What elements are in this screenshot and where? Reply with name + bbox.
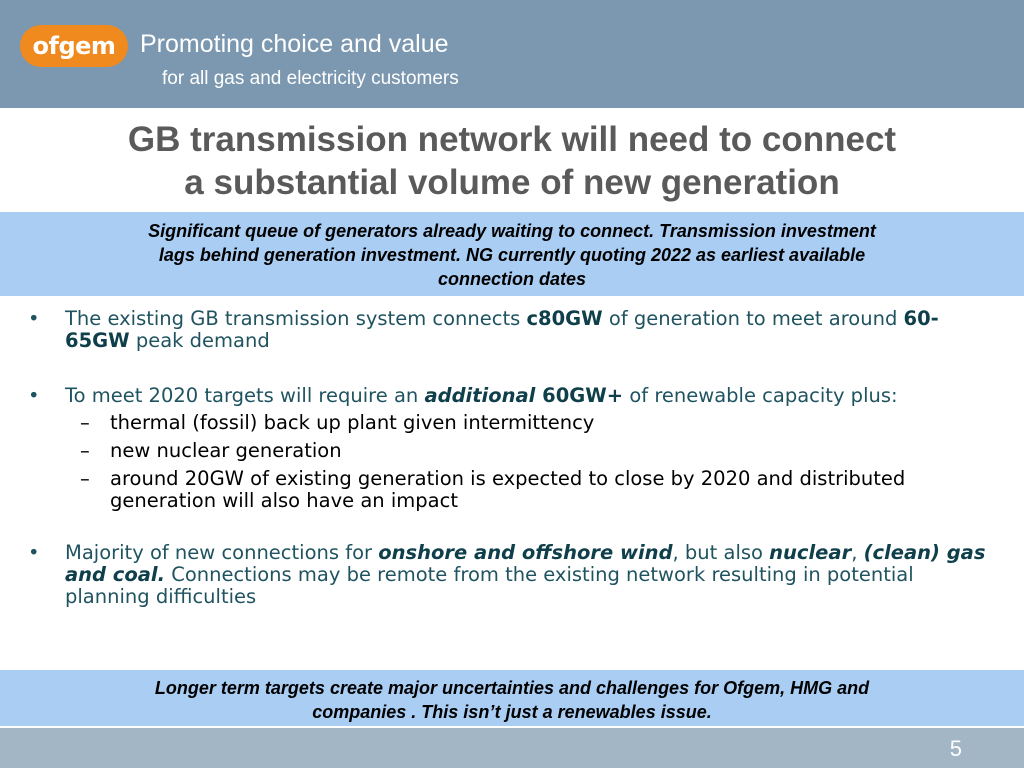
bullet-emphasis: additional <box>424 384 536 407</box>
bottom-callout-line1: Longer term targets create major uncertainties and challenges for Ofgem, HMG and <box>154 678 870 698</box>
bullet-emphasis: nuclear <box>769 541 852 564</box>
page-number: 5 <box>949 736 962 761</box>
top-callout <box>0 212 1024 296</box>
tagline-line1: Promoting choice and value <box>140 30 449 58</box>
bullet-marker: • <box>28 384 40 407</box>
top-callout-line2: lags behind generation investment. NG currently quoting 2022 as earliest available <box>158 245 866 265</box>
top-callout-line1: Significant queue of generators already waiting to connect. Transmission investment <box>148 221 876 241</box>
bullet-list <box>0 306 1024 608</box>
slide-title <box>0 118 1024 204</box>
bullet-text: To meet 2020 targets will require an <box>65 384 425 407</box>
bullet-item <box>0 542 1024 608</box>
bullet-text: , but also <box>672 541 770 564</box>
sub-bullet-text: thermal (fossil) back up plant given intermittency <box>110 411 595 434</box>
footer-bar <box>0 728 1024 768</box>
tagline-line2: for all gas and electricity customers <box>162 68 459 89</box>
top-callout-line3: connection dates <box>437 269 587 289</box>
sub-bullet-marker: – <box>80 467 90 490</box>
bullet-marker: • <box>28 307 40 330</box>
bullet-emphasis: onshore and offshore wind <box>378 541 673 564</box>
bottom-callout-line2: companies . This isn’t just a renewables issue. <box>312 702 712 722</box>
sub-bullet-marker: – <box>80 411 90 434</box>
bullet-text: Majority of new connections for <box>65 541 379 564</box>
bullet-text: Connections may be remote from the existing network resulting in potential planning difficulties <box>65 563 914 608</box>
bullet-text: of renewable capacity plus: <box>623 384 898 407</box>
logo-text: ofgem <box>32 32 116 60</box>
bottom-callout <box>0 670 1024 726</box>
bullet-marker: • <box>28 541 40 564</box>
sub-bullet-item <box>0 468 1024 512</box>
ofgem-logo <box>20 25 128 67</box>
bullet-text: peak demand <box>129 329 270 352</box>
bullet-emphasis: 60-65GW <box>65 307 939 352</box>
bullet-emphasis: (clean) gas and coal. <box>65 541 986 586</box>
header-banner <box>0 0 1024 108</box>
bullet-text: of generation to meet around <box>602 307 904 330</box>
sub-bullet-marker: – <box>80 439 90 462</box>
bullet-text: , <box>851 541 864 564</box>
sub-bullet-text: new nuclear generation <box>110 439 342 462</box>
bullet-text: The existing GB transmission system connects <box>65 307 527 330</box>
title-line1: GB transmission network will need to connect <box>127 120 897 159</box>
bullet-item <box>0 308 1024 352</box>
bullet-emphasis: 60GW+ <box>535 384 624 407</box>
sub-bullet-text: around 20GW of existing generation is expected to close by 2020 and distributed generation will also have an impact <box>110 467 906 512</box>
bullet-item <box>0 385 1024 407</box>
sub-bullet-item <box>0 440 1024 462</box>
title-line2: a substantial volume of new generation <box>184 163 840 202</box>
bullet-emphasis: c80GW <box>526 307 603 330</box>
sub-bullet-item <box>0 412 1024 434</box>
